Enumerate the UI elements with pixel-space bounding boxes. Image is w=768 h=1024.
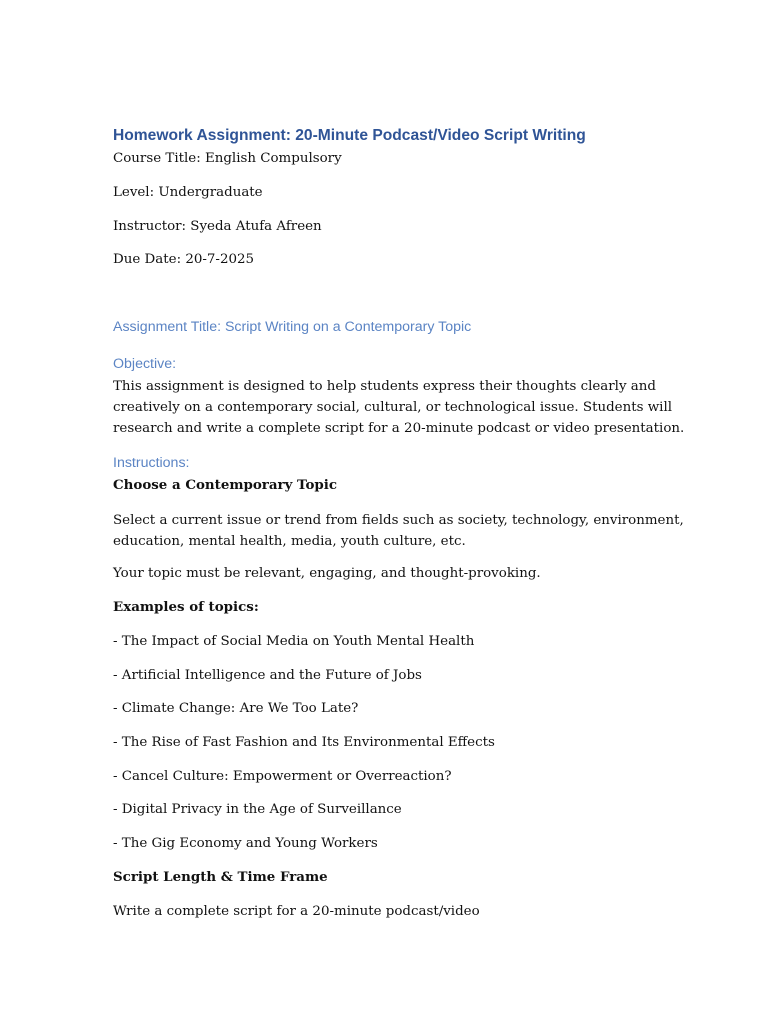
example-item: - The Gig Economy and Young Workers bbox=[113, 836, 378, 851]
document-page bbox=[113, 0, 685, 1024]
document-title: Homework Assignment: 20-Minute Podcast/Video Script Writing bbox=[113, 127, 586, 144]
due-date: Due Date: 20-7-2025 bbox=[113, 252, 255, 267]
objective-line: research and write a complete script for a 20-minute podcast or video presentation. bbox=[113, 421, 685, 436]
example-item: - Digital Privacy in the Age of Surveillance bbox=[113, 802, 402, 817]
objective-line: This assignment is designed to help students express their thoughts clearly and bbox=[113, 379, 656, 394]
level: Level: Undergraduate bbox=[113, 185, 263, 200]
example-item: - The Impact of Social Media on Youth Mental Health bbox=[113, 634, 475, 649]
objective-heading: Objective: bbox=[113, 356, 177, 372]
objective-line: creatively on a contemporary social, cultural, or technological issue. Students will bbox=[113, 400, 673, 415]
assignment-title-heading: Assignment Title: Script Writing on a Contemporary Topic bbox=[113, 319, 472, 335]
choose-topic-heading: Choose a Contemporary Topic bbox=[113, 477, 337, 493]
script-length-text: Write a complete script for a 20-minute podcast/video bbox=[113, 904, 480, 919]
select-issue-line: Select a current issue or trend from fields such as society, technology, environment, bbox=[113, 513, 684, 528]
select-issue-paragraph bbox=[113, 510, 684, 552]
example-item: - Artificial Intelligence and the Future of Jobs bbox=[113, 668, 422, 683]
example-item: - Cancel Culture: Empowerment or Overreaction? bbox=[113, 769, 452, 784]
script-length-heading: Script Length & Time Frame bbox=[113, 869, 328, 885]
instructions-heading: Instructions: bbox=[113, 455, 190, 471]
instructor: Instructor: Syeda Atufa Afreen bbox=[113, 219, 322, 234]
examples-heading: Examples of topics: bbox=[113, 599, 259, 615]
course-title: Course Title: English Compulsory bbox=[113, 151, 342, 166]
objective-paragraph bbox=[113, 376, 685, 439]
example-item: - The Rise of Fast Fashion and Its Environmental Effects bbox=[113, 735, 495, 750]
topic-relevance-text: Your topic must be relevant, engaging, and thought-provoking. bbox=[113, 566, 541, 581]
select-issue-line: education, mental health, media, youth culture, etc. bbox=[113, 534, 466, 549]
example-item: - Climate Change: Are We Too Late? bbox=[113, 701, 359, 716]
